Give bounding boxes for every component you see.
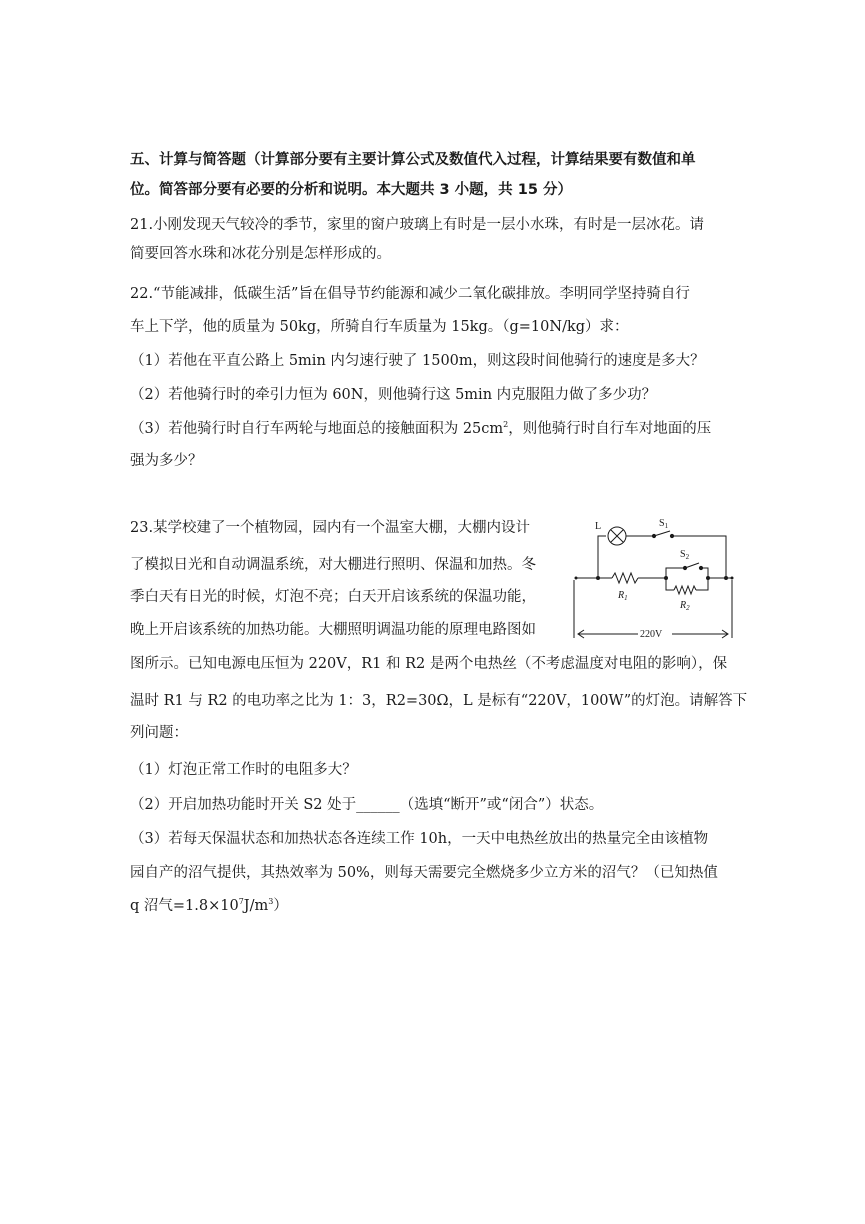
q23-line7: 列问题： [130, 725, 188, 741]
q22-part3: （3）若他骑行时自行车两轮与地面总的接触面积为 $25cm^2$，则他骑行时自行车对地面的压 [130, 420, 712, 437]
voltage-label: 220V [640, 629, 663, 640]
q22-part1: （1）若他在平直公路上 5min 内匀速行驶了 1500m，则这段时间他骑行的速度是多大？ [130, 353, 705, 369]
q21-line1: 21.小刚发现天气较冷的季节，家里的窗户玻璃上有时是一层小水珠，有时是一层冰花。请 [130, 217, 705, 233]
q22-line2: 车上下学，他的质量为 50kg，所骑自行车质量为 15kg。（g=10N/kg）求： [130, 319, 629, 335]
q23-line6: 温时 R1 与 R2 的电功率之比为 1：3，R2=30Ω，L 是标有“220V，100W”的灯泡。请解答下 [130, 693, 748, 709]
circuit-diagram [568, 512, 740, 642]
svg-text:S1: $S_1$ [659, 518, 669, 530]
q22-part3-line2: 强为多少？ [130, 453, 203, 469]
q23-part1: （1）灯泡正常工作时的电阻多大？ [130, 762, 357, 778]
q22-part2: （2）若他骑行时的牵引力恒为 60N，则他骑行这 5min 内克服阻力做了多少功？ [130, 387, 657, 403]
q23-part3-line1: （3）若每天保温状态和加热状态各连续工作 10h，一天中电热丝放出的热量完全由该植物 [130, 831, 709, 847]
section-heading-line2: 位。简答部分要有必要的分析和说明。本大题共 3 小题，共 15 分） [130, 182, 572, 198]
q23-line2: 了模拟日光和自动调温系统，对大棚进行照明、保温和加热。冬 [130, 557, 536, 573]
resistor-r2-icon [674, 586, 696, 594]
q21-line2: 简要回答水珠和冰花分别是怎样形成的。 [130, 246, 391, 262]
s1-label: S [659, 518, 665, 529]
q23-line3: 季白天有日光的时候，灯泡不亮；白天开启该系统的保温功能， [130, 589, 536, 605]
switch-s2-icon [685, 563, 699, 568]
q23-part3-line2: 园自产的沼气提供，其热效率为 50%，则每天需要完全燃烧多少立方米的沼气？（已知热值 [130, 865, 718, 881]
lamp-label: L [595, 521, 602, 532]
q23-part2: （2）开启加热功能时开关 S2 处于______（选填“断开”或“闭合”）状态。 [130, 797, 604, 813]
q22-line1: 22.“节能减排，低碳生活”旨在倡导节约能源和减少二氧化碳排放。李明同学坚持骑自行 [130, 286, 690, 302]
section-heading-line1: 五、计算与简答题（计算部分要有主要计算公式及数值代入过程，计算结果要有数值和单 [130, 152, 696, 168]
wire-top-left [598, 536, 606, 578]
svg-text:S2: $S_2$ [680, 549, 690, 561]
svg-text:R2: $R_2$ [680, 600, 690, 612]
q23-line4: 晚上开启该系统的加热功能。大棚照明调温功能的原理电路图如 [130, 622, 536, 638]
switch-s1-icon [654, 531, 670, 536]
answer-blank[interactable]: ______ [356, 797, 400, 813]
r2-label: R [680, 600, 687, 611]
r1-label: R [618, 590, 625, 601]
q23-line5: 图所示。已知电源电压恒为 220V，R1 和 R2 是两个电热丝（不考虑温度对电阻的影响），保 [130, 656, 728, 672]
s2-label: S [680, 549, 686, 560]
q23-line1: 23.某学校建了一个植物园，园内有一个温室大棚，大棚内设计 [130, 520, 531, 536]
svg-text:R1: $R_1$ [618, 590, 628, 602]
q23-part3-line3: q 沼气$=1.8\times 10^7J/m^3$） [130, 897, 288, 914]
resistor-r1-icon [612, 573, 638, 583]
